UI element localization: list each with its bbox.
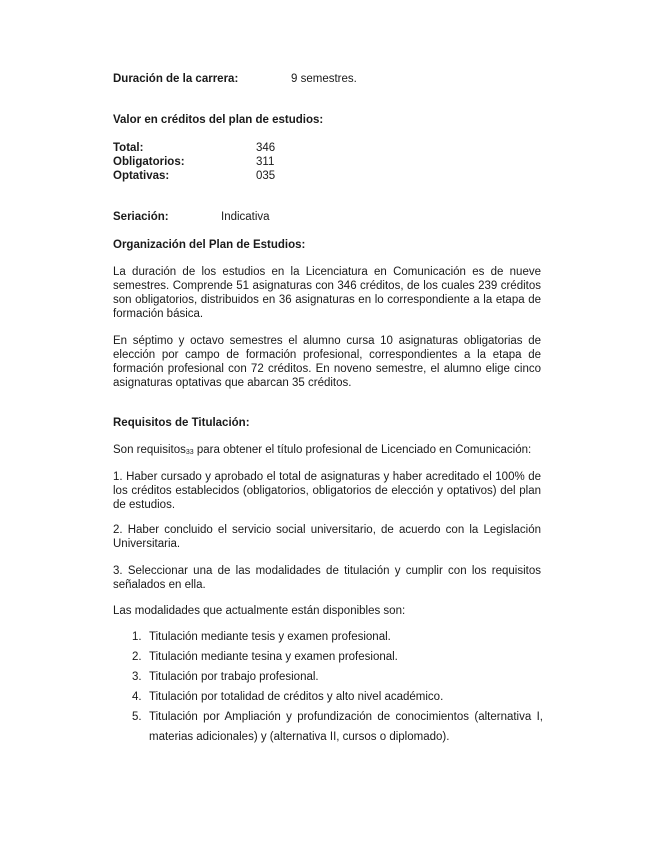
organizacion-heading: Organización del Plan de Estudios:: [113, 239, 306, 251]
valor-heading: Valor en créditos del plan de estudios:: [113, 114, 324, 126]
duracion-label: Duración de la carrera:: [113, 73, 239, 85]
list-item: [113, 687, 543, 707]
list-item-text: Titulación por totalidad de créditos y alto nivel académico.: [149, 691, 444, 703]
requisito-1: 1. Haber cursado y aprobado el total de asignaturas y haber acreditado el 100% de los créditos establecidos (obligatorios, obligatorios de elección y optativos) del plan de estudios.: [113, 471, 541, 511]
list-item: [113, 627, 543, 647]
organizacion-paragraph-2: En séptimo y octavo semestres el alumno cursa 10 asignaturas obligatorias de elección por campo de formación profesional, correspondientes a la etapa de formación profesional con 72 créditos. En noveno semestre, el alumno elige cinco asignaturas optativas que abarcan 35 créditos.: [113, 335, 541, 389]
obligatorios-label: Obligatorios:: [113, 156, 185, 168]
requisito-2: 2. Haber concluido el servicio social universitario, de acuerdo con la Legislación Universitaria.: [113, 524, 541, 550]
list-item-number: 4.: [132, 691, 142, 703]
list-item-text: Titulación mediante tesis y examen profesional.: [149, 631, 391, 643]
requisito-3: 3. Seleccionar una de las modalidades de titulación y cumplir con los requisitos señalados en ella.: [113, 565, 541, 591]
list-item-number: 1.: [132, 631, 142, 643]
list-item-number: 5.: [132, 711, 142, 723]
organizacion-paragraph-1: La duración de los estudios en la Licenciatura en Comunicación es de nueve semestres. Comprende 51 asignaturas con 346 créditos, de los cuales 239 créditos son obligatorios, distribuidos en 36 asignaturas en lo correspondiente a la etapa de formación básica.: [113, 266, 541, 320]
optativas-value: 035: [256, 170, 276, 182]
seriacion-value: Indicativa: [221, 211, 270, 223]
list-item: [113, 707, 543, 747]
requisitos-intro-text: Son requisitos: [113, 444, 186, 456]
list-item-text: Titulación por trabajo profesional.: [149, 671, 319, 683]
total-label: Total:: [113, 142, 144, 154]
footnote-ref: 33: [185, 449, 194, 456]
list-item-text: Titulación por Ampliación y profundización de conocimientos (alternativa I, materias adicionales) y (alternativa II, cursos o diplomado).: [149, 711, 543, 743]
list-item-text: Titulación mediante tesina y examen profesional.: [149, 651, 398, 663]
list-item-number: 2.: [132, 651, 142, 663]
requisitos-intro: [113, 443, 541, 459]
obligatorios-value: 311: [256, 156, 275, 168]
total-value: 346: [256, 142, 276, 154]
duracion-value: 9 semestres.: [291, 73, 357, 85]
list-item: [113, 667, 543, 687]
list-item: [113, 647, 543, 667]
requisitos-heading: Requisitos de Titulación:: [113, 417, 250, 429]
optativas-label: Optativas:: [113, 170, 170, 182]
modalidades-intro: Las modalidades que actualmente están disponibles son:: [113, 605, 406, 617]
requisitos-intro-text-2: para obtener el título profesional de Licenciado en Comunicación:: [193, 444, 532, 456]
list-item-number: 3.: [132, 671, 142, 683]
seriacion-label: Seriación:: [113, 211, 169, 223]
modalidades-list: [113, 627, 543, 747]
